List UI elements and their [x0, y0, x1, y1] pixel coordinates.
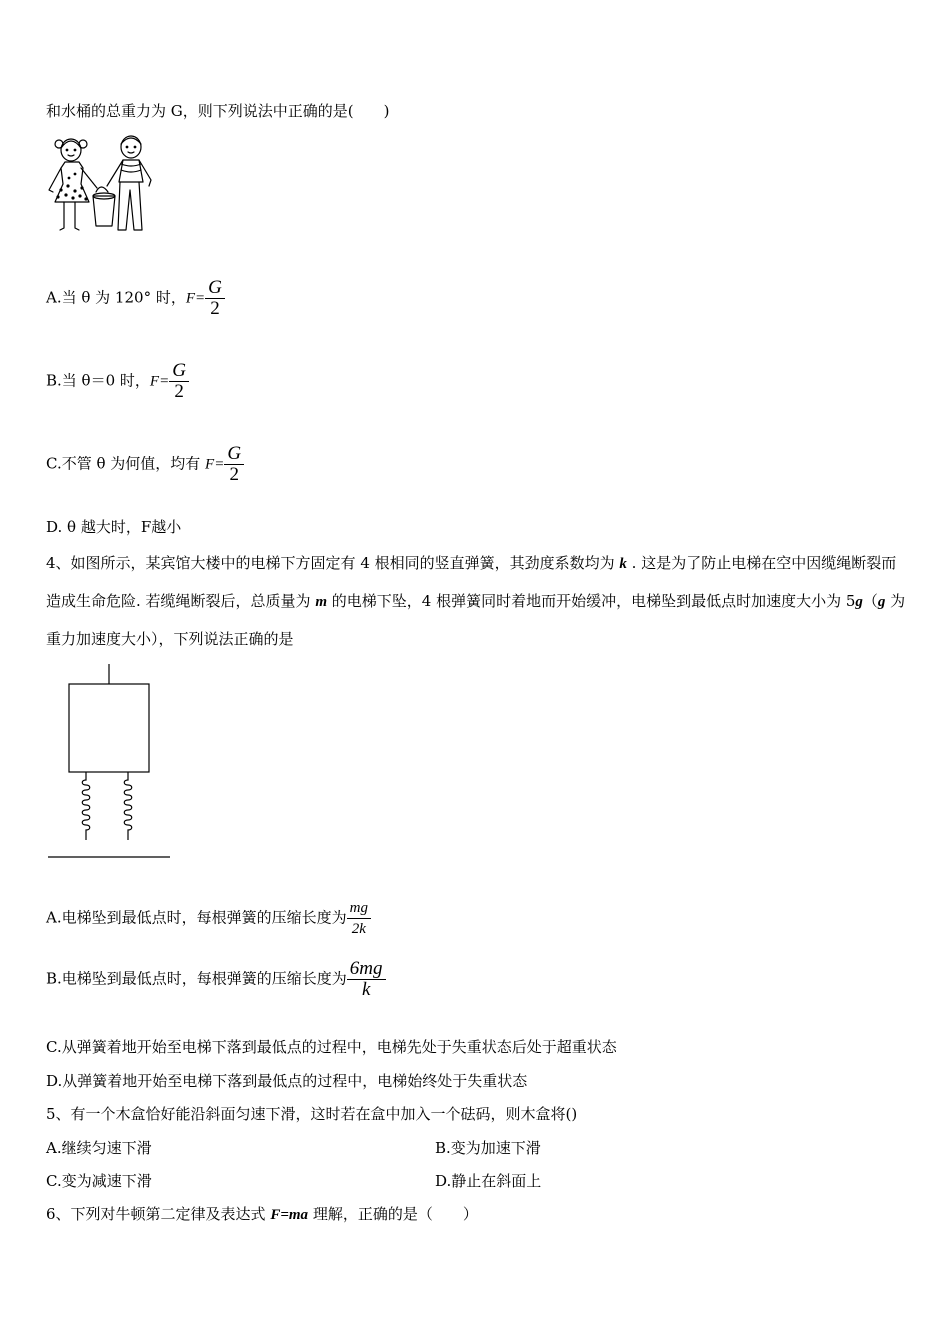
- fraction: $\frac{mg}{2k}$: [347, 898, 371, 939]
- fraction: $\frac{G}{2}$: [205, 278, 225, 319]
- children-carrying-bucket-figure: [44, 134, 156, 244]
- q4-option-c: C.从弹簧着地开始至电梯下落到最低点的过程中，电梯先处于失重状态后处于超重状态: [46, 1038, 617, 1056]
- q3-option-b: B.当 θ＝0 时，F= $\frac{G}{2}$: [46, 361, 189, 402]
- q4-option-b: B.电梯坠到最低点时，每根弹簧的压缩长度为 $\frac{6mg}{k}$: [46, 959, 386, 1000]
- fraction: $\frac{6mg}{k}$: [347, 959, 386, 1000]
- q5-option-d: D.静止在斜面上: [435, 1172, 542, 1190]
- elevator-springs-figure: [44, 662, 174, 862]
- q3-stem: 和水桶的总重力为 G，则下列说法中正确的是( ): [46, 102, 390, 120]
- q4-option-a: A.电梯坠到最低点时，每根弹簧的压缩长度为 $\frac{mg}{2k}$: [46, 898, 371, 939]
- q5-option-a: A.继续匀速下滑: [46, 1139, 152, 1157]
- q3-option-a: A.当 θ 为 120° 时，F= $\frac{G}{2}$: [46, 278, 225, 319]
- q3-option-c: C.不管 θ 为何值，均有 F= $\frac{G}{2}$: [46, 444, 244, 485]
- q5-stem: 5、有一个木盒恰好能沿斜面匀速下滑，这时若在盒中加入一个砝码，则木盒将(): [46, 1105, 578, 1123]
- q5-option-c: C.变为减速下滑: [46, 1172, 152, 1190]
- q4-option-d: D.从弹簧着地开始至电梯下落到最低点的过程中，电梯始终处于失重状态: [46, 1072, 528, 1090]
- q5-option-b: B.变为加速下滑: [435, 1139, 541, 1157]
- fraction: $\frac{G}{2}$: [169, 361, 189, 402]
- fraction: $\frac{G}{2}$: [224, 444, 244, 485]
- q4-stem: 4、如图所示，某宾馆大楼中的电梯下方固定有 4 根相同的竖直弹簧，其劲度系数均为 k . 这是为了防止电梯在空中因缆绳断裂而造成生命危险. 若缆绳断裂后，总质量为 m 的电梯下坠，4 根弹簧同时着地而开始缓冲，电梯坠到最低点时加速度大小为 5g（g 为重力加速度大小），下列说法正确的是: [46, 554, 906, 648]
- q6-stem: 6、下列对牛顿第二定律及表达式 F=ma 理解，正确的是（ ）: [46, 1205, 478, 1223]
- q3-option-d: D. θ 越大时，F越小: [46, 518, 182, 536]
